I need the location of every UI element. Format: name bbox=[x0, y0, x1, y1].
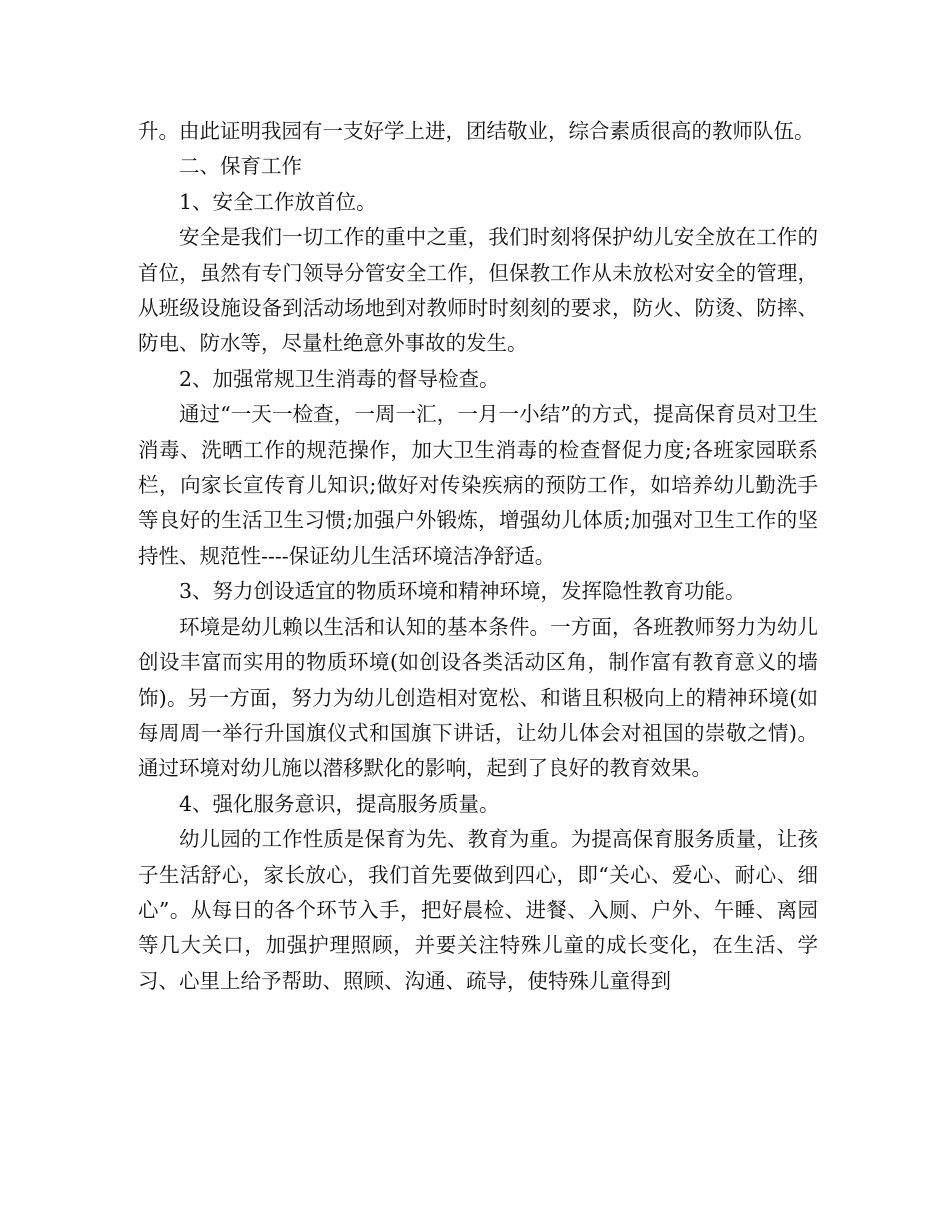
section-heading-childcare: 二、保育工作 bbox=[179, 154, 302, 179]
paragraph-environment: 环境是幼儿赖以生活和认知的基本条件。一方面，各班教师努力为幼儿创设丰富而实用的物质环境(如创设各类活动区角，制作富有教育意义的墙饰)。另一方面，努力为幼儿创造相对宽松、和谐且积极向上的精神环境(如每周周一举行升国旗仪式和国旗下讲话，让幼儿体会对祖国的崇敬之情)。通过环境对幼儿施以潜移默化的影响，起到了良好的教育效果。 bbox=[138, 614, 818, 781]
subheading-environment: 3、努力创设适宜的物质环境和精神环境，发挥隐性教育功能。 bbox=[179, 579, 746, 604]
subheading-safety: 1、安全工作放首位。 bbox=[179, 189, 377, 214]
paragraph-continuation: 升。由此证明我园有一支好学上进，团结敬业，综合素质很高的教师队伍。 bbox=[138, 119, 815, 143]
subheading-service: 4、强化服务意识，提高服务质量。 bbox=[179, 791, 500, 816]
paragraph-safety: 安全是我们一切工作的重中之重，我们时刻将保护幼儿安全放在工作的首位，虽然有专门领导分管安全工作，但保教工作从未放松对安全的管理，从班级设施设备到活动场地到对教师时时刻刻的要求，防火、防烫、防摔、防电、防水等，尽量杜绝意外事故的发生。 bbox=[138, 225, 818, 356]
paragraph-service: 幼儿园的工作性质是保育为先、教育为重。为提高保育服务质量，让孩子生活舒心，家长放心，我们首先要做到四心，即“关心、爱心、耐心、细心”。从每日的各个环节入手，把好晨检、进餐、入厕、户外、午睡、离园等几大关口，加强护理照顾，并要关注特殊儿童的成长变化，在生活、学习、心里上给予帮助、照顾、沟通、疏导，使特殊儿童得到 bbox=[138, 827, 818, 993]
document-page bbox=[138, 114, 818, 999]
paragraph-hygiene: 通过“一天一检查，一周一汇，一月一小结”的方式，提高保育员对卫生消毒、洗晒工作的规范操作，加大卫生消毒的检查督促力度;各班家园联系栏，向家长宣传育儿知识;做好对传染疾病的预防工作，如培养幼儿勤洗手等良好的生活卫生习惯;加强户外锻炼，增强幼儿体质;加强对卫生工作的坚持性、规范性----保证幼儿生活环境洁净舒适。 bbox=[138, 402, 818, 568]
subheading-hygiene: 2、加强常规卫生消毒的督导检查。 bbox=[179, 366, 500, 391]
